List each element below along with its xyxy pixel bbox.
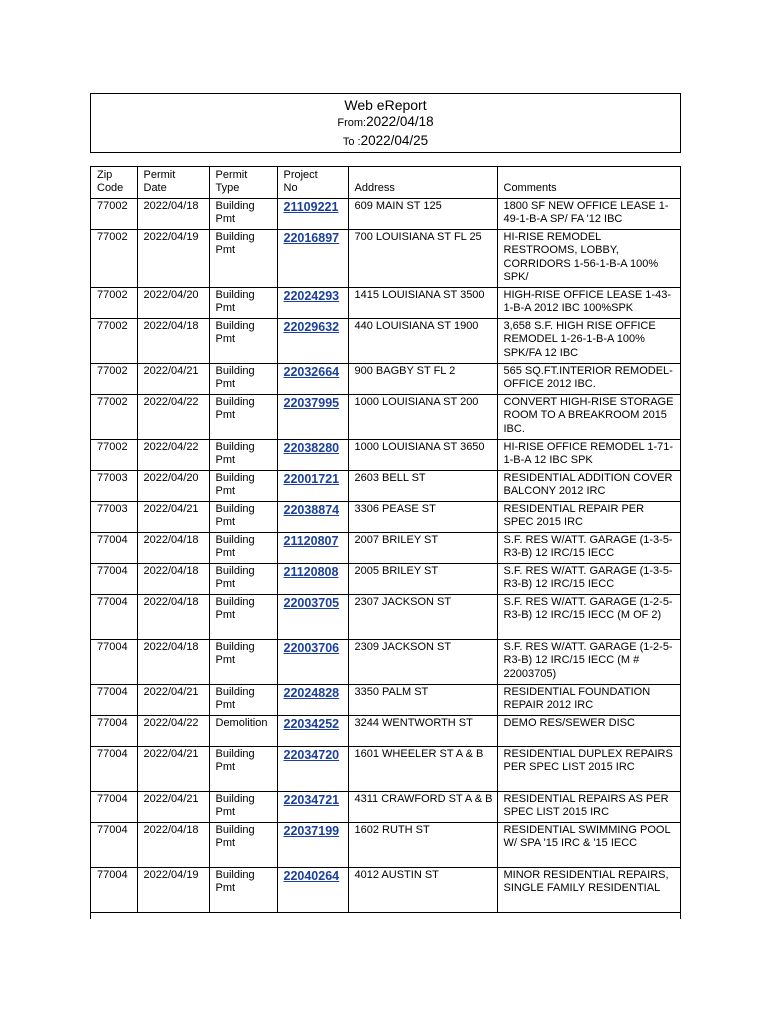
project-cell <box>277 684 348 715</box>
header-row <box>91 167 680 198</box>
zip-cell: 77002 <box>91 287 137 318</box>
table-row <box>91 439 680 470</box>
project-cell <box>277 229 348 287</box>
type-cell: Building Pmt <box>209 394 277 439</box>
type-cell: Building Pmt <box>209 791 277 822</box>
comments-cell: HI-RISE REMODEL RESTROOMS, LOBBY, CORRIDORS 1-56-1-B-A 100% SPK/ <box>497 229 680 287</box>
date-cell: 2022/04/22 <box>137 439 209 470</box>
zip-cell: 77003 <box>91 501 137 532</box>
project-link[interactable]: 22024828 <box>283 685 340 700</box>
type-cell: Building Pmt <box>209 684 277 715</box>
project-link[interactable]: 22034720 <box>283 747 340 762</box>
header-zip-code: Zip Code <box>91 167 137 198</box>
date-cell: 2022/04/22 <box>137 394 209 439</box>
table-row <box>91 746 680 791</box>
comments-cell: RESIDENTIAL DUPLEX REPAIRS PER SPEC LIST 2015 IRC <box>497 746 680 791</box>
zip-cell: 77004 <box>91 791 137 822</box>
table-row <box>91 287 680 318</box>
address-cell: 609 MAIN ST 125 <box>348 198 497 229</box>
comments-cell: RESIDENTIAL ADDITION COVER BALCONY 2012 IRC <box>497 470 680 501</box>
date-cell: 2022/04/18 <box>137 822 209 867</box>
comments-cell: 1800 SF NEW OFFICE LEASE 1-49-1-B-A SP/ FA '12 IBC <box>497 198 680 229</box>
comments-cell: S.F. RES W/ATT. GARAGE (1-3-5-R3-B) 12 IRC/15 IECC <box>497 532 680 563</box>
project-cell <box>277 287 348 318</box>
address-cell: 1601 WHEELER ST A & B <box>348 746 497 791</box>
zip-cell: 77004 <box>91 594 137 639</box>
type-cell: Building Pmt <box>209 318 277 363</box>
table-row <box>91 822 680 867</box>
type-cell: Building Pmt <box>209 594 277 639</box>
address-cell: 1602 RUTH ST <box>348 822 497 867</box>
project-link[interactable]: 21120808 <box>283 564 339 579</box>
project-cell <box>277 594 348 639</box>
comments-cell: DEMO RES/SEWER DISC <box>497 715 680 746</box>
date-cell: 2022/04/21 <box>137 746 209 791</box>
project-link[interactable]: 22003706 <box>283 640 340 655</box>
permit-table-container <box>90 166 681 919</box>
type-cell: Building Pmt <box>209 229 277 287</box>
table-row <box>91 684 680 715</box>
project-link[interactable]: 22029632 <box>283 319 340 334</box>
project-cell <box>277 563 348 594</box>
zip-cell: 77004 <box>91 684 137 715</box>
comments-cell: RESIDENTIAL FOUNDATION REPAIR 2012 IRC <box>497 684 680 715</box>
project-link[interactable]: 22001721 <box>283 471 340 486</box>
date-cell: 2022/04/20 <box>137 470 209 501</box>
project-cell <box>277 822 348 867</box>
zip-cell: 77004 <box>91 639 137 684</box>
table-row <box>91 363 680 394</box>
address-cell: 700 LOUISIANA ST FL 25 <box>348 229 497 287</box>
table-row <box>91 532 680 563</box>
comments-cell: 565 SQ.FT.INTERIOR REMODEL-OFFICE 2012 IBC. <box>497 363 680 394</box>
type-cell: Building Pmt <box>209 501 277 532</box>
project-link[interactable]: 22003705 <box>283 595 340 610</box>
zip-cell: 77002 <box>91 229 137 287</box>
project-cell <box>277 791 348 822</box>
date-cell: 2022/04/19 <box>137 229 209 287</box>
address-cell: 4012 AUSTIN ST <box>348 867 497 912</box>
date-cell: 2022/04/19 <box>137 867 209 912</box>
zip-cell: 77004 <box>91 746 137 791</box>
address-cell: 1000 LOUISIANA ST 3650 <box>348 439 497 470</box>
header-comments: Comments <box>497 167 680 198</box>
table-row <box>91 501 680 532</box>
type-cell: Building Pmt <box>209 198 277 229</box>
date-cell: 2022/04/18 <box>137 532 209 563</box>
table-body <box>91 198 680 912</box>
table-row <box>91 715 680 746</box>
comments-cell: MINOR RESIDENTIAL REPAIRS, SINGLE FAMILY RESIDENTIAL <box>497 867 680 912</box>
to-range <box>91 132 680 151</box>
project-cell <box>277 363 348 394</box>
zip-cell: 77004 <box>91 563 137 594</box>
type-cell: Building Pmt <box>209 867 277 912</box>
zip-cell: 77002 <box>91 318 137 363</box>
type-cell: Building Pmt <box>209 822 277 867</box>
address-cell: 3244 WENTWORTH ST <box>348 715 497 746</box>
address-cell: 1415 LOUISIANA ST 3500 <box>348 287 497 318</box>
zip-cell: 77004 <box>91 715 137 746</box>
table-row <box>91 594 680 639</box>
comments-cell: RESIDENTIAL SWIMMING POOL W/ SPA '15 IRC & '15 IECC <box>497 822 680 867</box>
comments-cell: RESIDENTIAL REPAIR PER SPEC 2015 IRC <box>497 501 680 532</box>
date-cell: 2022/04/18 <box>137 639 209 684</box>
date-cell: 2022/04/21 <box>137 684 209 715</box>
project-link[interactable]: 22037199 <box>283 823 340 838</box>
comments-cell: 3,658 S.F. HIGH RISE OFFICE REMODEL 1-26-1-B-A 100% SPK/FA 12 IBC <box>497 318 680 363</box>
address-cell: 2309 JACKSON ST <box>348 639 497 684</box>
zip-cell: 77002 <box>91 198 137 229</box>
type-cell: Building Pmt <box>209 363 277 394</box>
project-link[interactable]: 21120807 <box>283 533 339 548</box>
header-address: Address <box>348 167 497 198</box>
project-cell <box>277 501 348 532</box>
address-cell: 440 LOUISIANA ST 1900 <box>348 318 497 363</box>
date-cell: 2022/04/18 <box>137 198 209 229</box>
table-row <box>91 229 680 287</box>
table-row <box>91 639 680 684</box>
address-cell: 4311 CRAWFORD ST A & B <box>348 791 497 822</box>
project-link[interactable]: 22037995 <box>283 395 340 410</box>
zip-cell: 77004 <box>91 532 137 563</box>
report-title: Web eReport <box>344 97 427 113</box>
comments-cell: S.F. RES W/ATT. GARAGE (1-2-5-R3-B) 12 IRC/15 IECC (M # 22003705) <box>497 639 680 684</box>
project-cell <box>277 746 348 791</box>
project-cell <box>277 867 348 912</box>
project-link[interactable]: 22034721 <box>283 792 340 807</box>
from-range <box>91 113 680 132</box>
from-date: 2022/04/18 <box>366 114 434 129</box>
date-cell: 2022/04/18 <box>137 563 209 594</box>
project-cell <box>277 198 348 229</box>
project-cell <box>277 394 348 439</box>
zip-cell: 77002 <box>91 394 137 439</box>
project-cell <box>277 470 348 501</box>
table-row <box>91 563 680 594</box>
address-cell: 2307 JACKSON ST <box>348 594 497 639</box>
zip-cell: 77004 <box>91 822 137 867</box>
project-link[interactable]: 22034252 <box>283 716 340 731</box>
type-cell: Building Pmt <box>209 746 277 791</box>
date-cell: 2022/04/18 <box>137 594 209 639</box>
table-row <box>91 867 680 912</box>
comments-cell: HI-RISE OFFICE REMODEL 1-71-1-B-A 12 IBC SPK <box>497 439 680 470</box>
table-row <box>91 198 680 229</box>
project-link[interactable]: 22032664 <box>283 364 340 379</box>
project-link[interactable]: 22038874 <box>283 502 340 517</box>
address-cell: 3350 PALM ST <box>348 684 497 715</box>
date-cell: 2022/04/21 <box>137 501 209 532</box>
type-cell: Building Pmt <box>209 563 277 594</box>
address-cell: 2603 BELL ST <box>348 470 497 501</box>
project-cell <box>277 532 348 563</box>
address-cell: 2007 BRILEY ST <box>348 532 497 563</box>
comments-cell: RESIDENTIAL REPAIRS AS PER SPEC LIST 2015 IRC <box>497 791 680 822</box>
table-row <box>91 791 680 822</box>
permit-table <box>91 167 680 913</box>
address-cell: 3306 PEASE ST <box>348 501 497 532</box>
table-row <box>91 318 680 363</box>
address-cell: 2005 BRILEY ST <box>348 563 497 594</box>
address-cell: 1000 LOUISIANA ST 200 <box>348 394 497 439</box>
date-cell: 2022/04/18 <box>137 318 209 363</box>
type-cell: Building Pmt <box>209 287 277 318</box>
project-link[interactable]: 22024293 <box>283 288 340 303</box>
project-cell <box>277 639 348 684</box>
comments-cell: CONVERT HIGH-RISE STORAGE ROOM TO A BREAKROOM 2015 IBC. <box>497 394 680 439</box>
project-cell <box>277 318 348 363</box>
project-cell <box>277 715 348 746</box>
table-row <box>91 470 680 501</box>
project-link[interactable]: 22040264 <box>283 868 340 883</box>
table-row <box>91 394 680 439</box>
to-date: 2022/04/25 <box>360 133 429 148</box>
type-cell: Demolition <box>209 715 277 746</box>
zip-cell: 77002 <box>91 363 137 394</box>
to-label: To : <box>342 136 361 148</box>
address-cell: 900 BAGBY ST FL 2 <box>348 363 497 394</box>
header-project-no: Project No <box>277 167 348 198</box>
type-cell: Building Pmt <box>209 532 277 563</box>
project-link[interactable]: 21109221 <box>283 199 339 214</box>
date-cell: 2022/04/20 <box>137 287 209 318</box>
date-cell: 2022/04/22 <box>137 715 209 746</box>
report-header <box>90 93 681 153</box>
comments-cell: HIGH-RISE OFFICE LEASE 1-43-1-B-A 2012 IBC 100%SPK <box>497 287 680 318</box>
from-label: From: <box>337 117 367 129</box>
zip-cell: 77004 <box>91 867 137 912</box>
type-cell: Building Pmt <box>209 470 277 501</box>
date-cell: 2022/04/21 <box>137 363 209 394</box>
zip-cell: 77003 <box>91 470 137 501</box>
zip-cell: 77002 <box>91 439 137 470</box>
project-cell <box>277 439 348 470</box>
type-cell: Building Pmt <box>209 639 277 684</box>
project-link[interactable]: 22038280 <box>283 440 340 455</box>
header-permit-type: Permit Type <box>209 167 277 198</box>
header-permit-date: Permit Date <box>137 167 209 198</box>
project-link[interactable]: 22016897 <box>283 230 340 245</box>
comments-cell: S.F. RES W/ATT. GARAGE (1-3-5-R3-B) 12 IRC/15 IECC <box>497 563 680 594</box>
comments-cell: S.F. RES W/ATT. GARAGE (1-2-5-R3-B) 12 IRC/15 IECC (M OF 2) <box>497 594 680 639</box>
type-cell: Building Pmt <box>209 439 277 470</box>
date-cell: 2022/04/21 <box>137 791 209 822</box>
